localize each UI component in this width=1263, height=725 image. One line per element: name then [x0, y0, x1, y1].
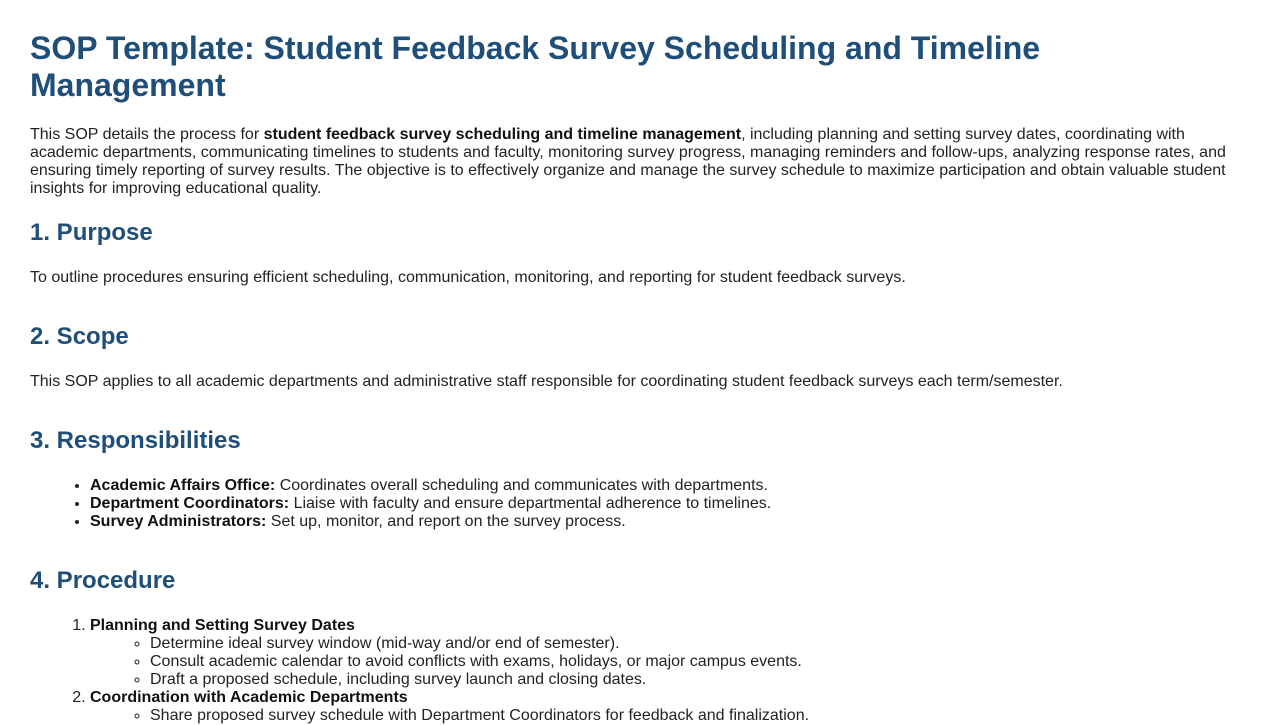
- intro-prefix: This SOP details the process for: [30, 126, 264, 143]
- role-label: Survey Administrators:: [90, 513, 267, 530]
- role-description: Liaise with faculty and ensure departmental adherence to timelines.: [289, 495, 772, 512]
- role-label: Department Coordinators:: [90, 495, 290, 512]
- page-title: SOP Template: Student Feedback Survey Scheduling and Timeline Management: [30, 30, 1041, 103]
- procedure-step: [90, 617, 1233, 689]
- intro-paragraph: [30, 126, 1233, 198]
- role-description: Coordinates overall scheduling and communicates with departments.: [275, 477, 768, 494]
- responsibilities-heading: 3. Responsibilities: [30, 427, 241, 454]
- scope-text: This SOP applies to all academic departments and administrative staff responsible for coordinating student feedback surveys each term/semester.: [30, 373, 1063, 390]
- list-item: ◦ Determine ideal survey window (mid-way and/or end of semester).: [150, 635, 1233, 653]
- list-item: ◦ Draft a proposed schedule, including survey launch and closing dates.: [150, 671, 1233, 689]
- purpose-heading: 1. Purpose: [30, 219, 153, 246]
- role-description: Set up, monitor, and report on the survey process.: [266, 513, 626, 530]
- responsibilities-list: [30, 477, 1233, 531]
- list-item: [90, 495, 1233, 513]
- list-item: ◦ Consult academic calendar to avoid conflicts with exams, holidays, or major campus events.: [150, 653, 1233, 671]
- list-item: [90, 477, 1233, 495]
- step-title: Coordination with Academic Departments: [90, 689, 408, 706]
- step-title: Planning and Setting Survey Dates: [90, 617, 355, 634]
- purpose-text: To outline procedures ensuring efficient scheduling, communication, monitoring, and reporting for student feedback surveys.: [30, 269, 906, 286]
- step-substeps: [90, 635, 1233, 689]
- scope-heading: 2. Scope: [30, 323, 129, 350]
- procedure-step: [90, 689, 1233, 725]
- procedure-heading: 4. Procedure: [30, 567, 176, 594]
- intro-suffix: , including planning and setting survey dates, coordinating with academic departments, communicating timelines to students and faculty, monitoring survey progress, managing reminders and follow-ups, analyzing response rates, and ensuring timely reporting of survey results. The objective is to effectively organize and manage the survey schedule to maximize participation and obtain valuable student insights for improving educational quality.: [30, 126, 1226, 197]
- intro-bold: student feedback survey scheduling and timeline management: [263, 126, 742, 143]
- procedure-list: [30, 617, 1233, 725]
- step-substeps: [90, 707, 1233, 725]
- list-item: ◦ Share proposed survey schedule with Department Coordinators for feedback and finalization.: [150, 707, 1233, 725]
- list-item: [90, 513, 1233, 531]
- role-label: Academic Affairs Office:: [90, 477, 276, 494]
